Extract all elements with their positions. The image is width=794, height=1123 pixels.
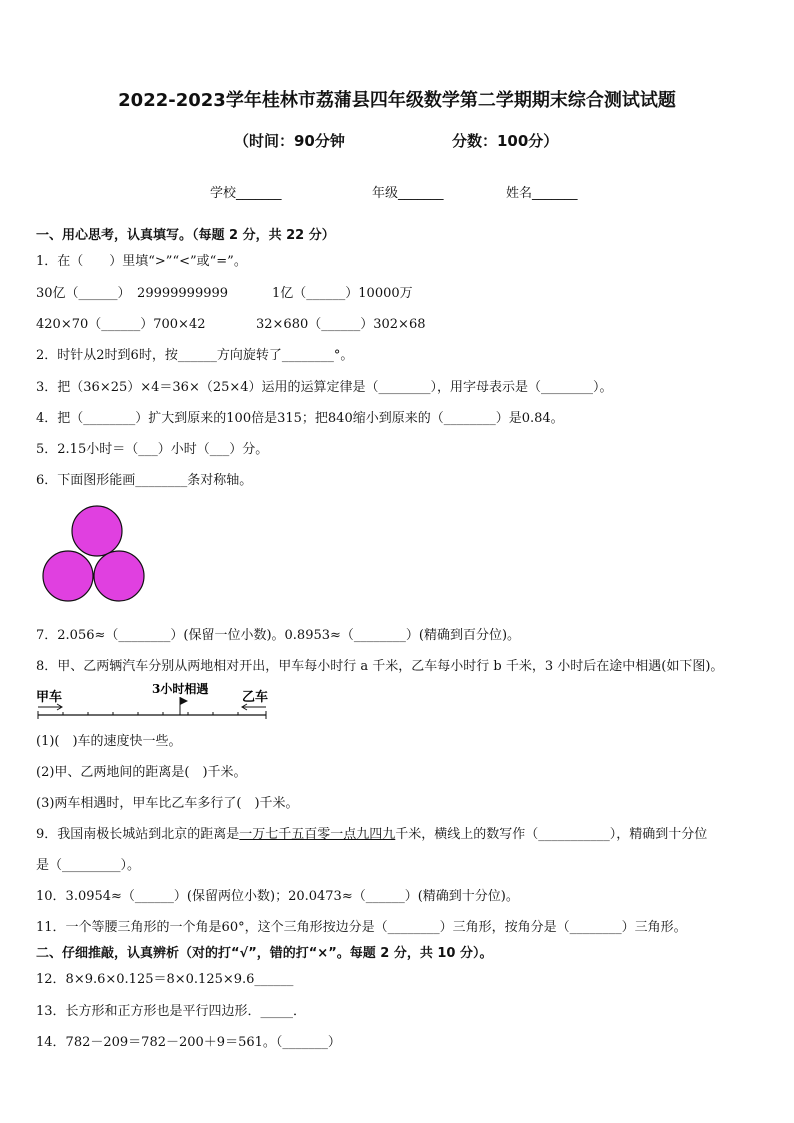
question-4: 4．把（________）扩大到原来的100倍是315；把840缩小到原来的（________）是0.84。 xyxy=(36,411,564,426)
circle-left xyxy=(43,551,93,601)
section-1-heading: 一、用心思考，认真填写。（每题 2 分，共 22 分） xyxy=(36,228,335,243)
question-9-prefix: 9．我国南极长城站到北京的距离是 xyxy=(36,827,240,842)
question-7: 7．2.056≈（________）(保留一位小数)。0.8953≈（________）(精确到百分位)。 xyxy=(36,628,521,643)
diagram-label-left: 甲车 xyxy=(36,690,63,705)
question-9-line2: 是（_________）。 xyxy=(36,858,141,873)
page-title: 2022-2023学年桂林市荔蒲县四年级数学第二学期期末综合测试试题 xyxy=(118,90,676,111)
question-8-3: (3)两车相遇时，甲车比乙车多行了( )千米。 xyxy=(36,796,299,811)
question-1c: 420×70（______）700×42 xyxy=(36,317,206,332)
question-8-1: (1)( )车的速度快一些。 xyxy=(36,734,182,749)
question-13: 13．长方形和正方形也是平行四边形．_____． xyxy=(36,1004,307,1019)
section-2-heading: 二、仔细推敲，认真辨析（对的打“√”，错的打“×”。每题 2 分，共 10 分）。 xyxy=(36,946,493,961)
meeting-line-diagram xyxy=(34,680,274,722)
question-12: 12．8×9.6×0.125＝8×0.125×9.6______ xyxy=(36,972,294,987)
diagram-label-right: 乙车 xyxy=(242,690,269,705)
exam-score: 分数：100分） xyxy=(452,132,559,150)
question-11: 11．一个等腰三角形的一个角是60°，这个三角形按边分是（________）三角形，按角分是（________）三角形。 xyxy=(36,920,687,935)
exam-time: （时间：90分钟 xyxy=(234,132,345,150)
grade-field[interactable]: 年级_______ xyxy=(372,186,444,201)
question-8: 8．甲、乙两辆汽车分别从两地相对开出，甲车每小时行 a 千米，乙车每小时行 b 千米，3 小时后在途中相遇(如下图)。 xyxy=(36,659,724,674)
question-1: 1．在（ ）里填“>”“<”或“=”。 xyxy=(36,254,247,269)
question-6: 6．下面图形能画________条对称轴。 xyxy=(36,473,253,488)
question-9 xyxy=(36,823,707,842)
question-1d: 32×680（______）302×68 xyxy=(256,317,426,332)
question-14: 14．782－209＝782－200＋9＝561。（_______） xyxy=(36,1035,341,1050)
question-10: 10．3.0954≈（______）(保留两位小数)；20.0473≈（______）(精确到十分位)。 xyxy=(36,889,519,904)
question-1b: 1亿（______）10000万 xyxy=(272,286,413,301)
circle-top xyxy=(72,506,122,556)
question-9-underlined-number: 一万七千五百零一点九四九 xyxy=(239,827,396,842)
circle-right xyxy=(94,551,144,601)
question-3: 3．把（36×25）×4＝36×（25×4）运用的运算定律是（________），用字母表示是（________）。 xyxy=(36,380,613,395)
flag-icon xyxy=(180,697,188,705)
question-2: 2．时针从2时到6时，按______方向旋转了________°。 xyxy=(36,348,354,363)
question-5: 5．2.15小时＝（___）小时（___）分。 xyxy=(36,442,269,457)
question-9-suffix: 千米，横线上的数写作（___________），精确到十分位 xyxy=(395,827,708,842)
question-8-2: (2)甲、乙两地间的距离是( )千米。 xyxy=(36,765,247,780)
three-circles-figure xyxy=(36,504,152,604)
diagram-label-middle: 3小时相遇 xyxy=(152,682,209,696)
question-1a: 30亿（______） 29999999999 xyxy=(36,286,229,301)
school-field[interactable]: 学校_______ xyxy=(210,186,282,201)
name-field[interactable]: 姓名_______ xyxy=(506,186,578,201)
